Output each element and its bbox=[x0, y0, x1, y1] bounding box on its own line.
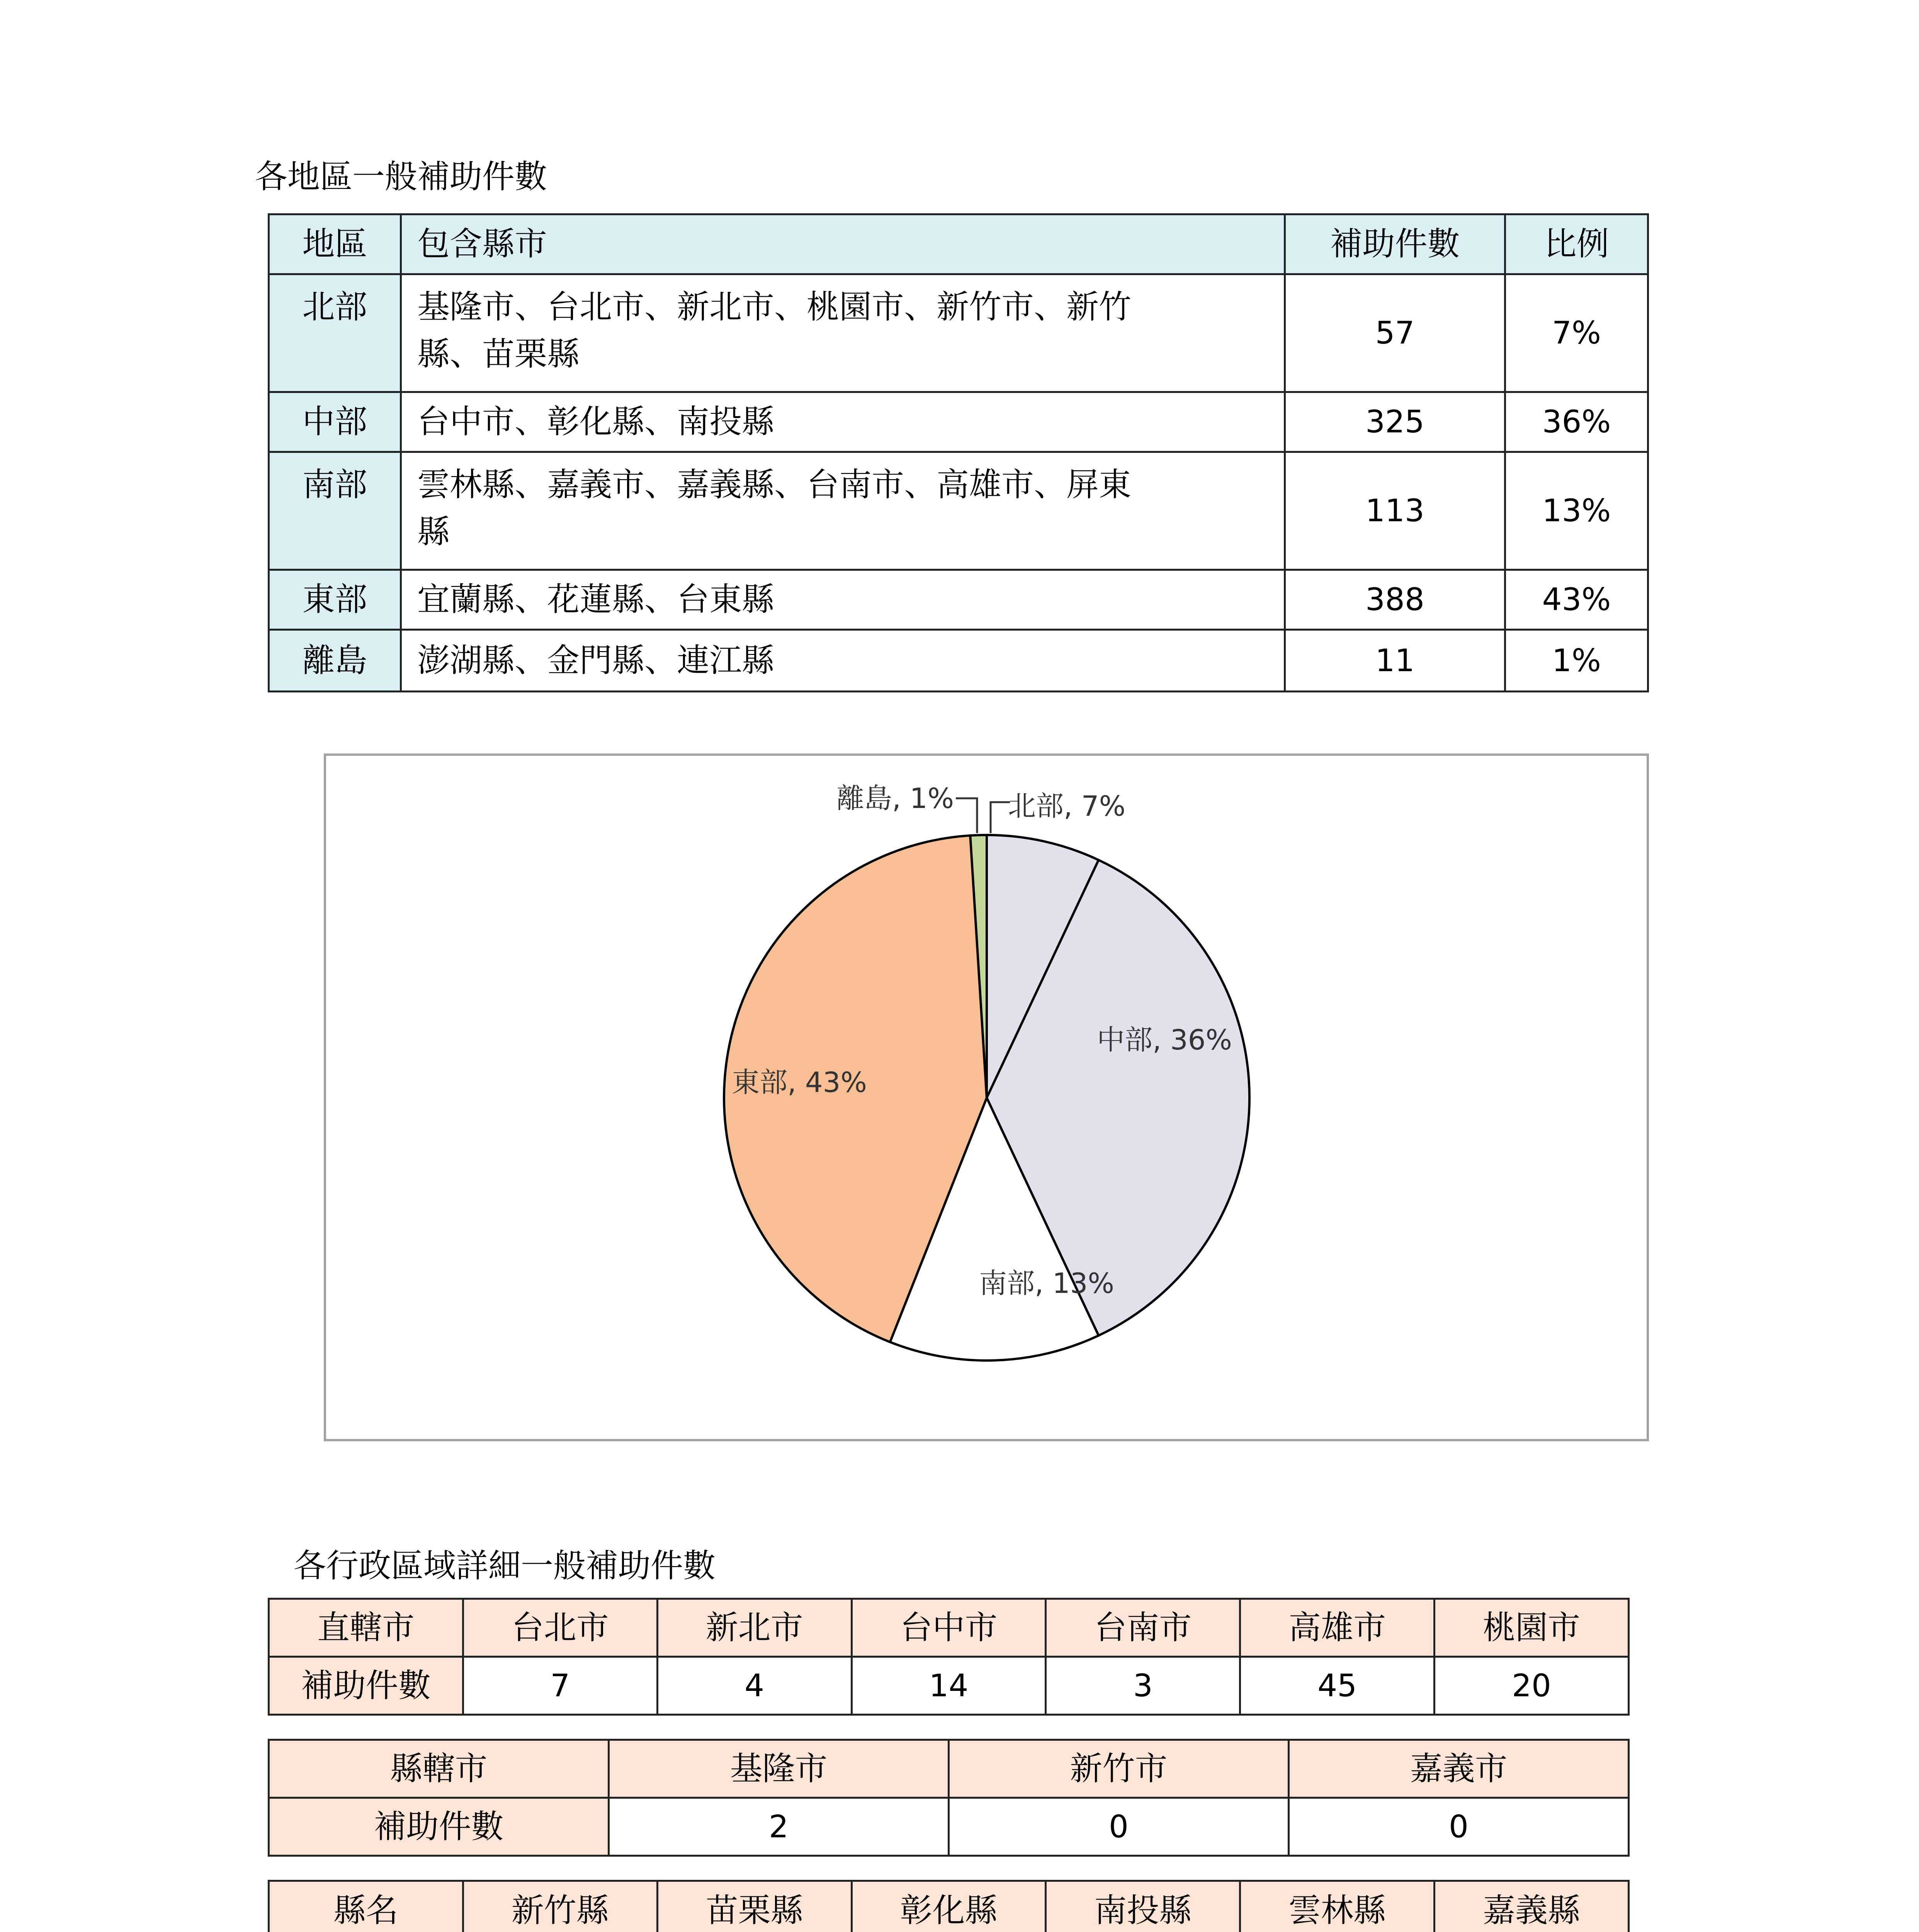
region-ratio: 1% bbox=[1505, 630, 1648, 692]
cities-line: 縣 bbox=[417, 512, 450, 551]
pie-label-2: 中部, 36% bbox=[1097, 1024, 1232, 1056]
region-count: 11 bbox=[1285, 630, 1505, 692]
city-count: 0 bbox=[1289, 1798, 1629, 1856]
cities-line: 雲林縣、嘉義市、嘉義縣、台南市、高雄市、屏東 bbox=[417, 466, 1132, 503]
region-name: 中部 bbox=[269, 392, 401, 452]
city-name: 台中市 bbox=[852, 1599, 1046, 1657]
cities-line: 基隆市、台北市、新北市、桃園市、新竹市、新竹 bbox=[417, 288, 1132, 326]
region-name: 東部 bbox=[269, 570, 401, 630]
city-count: 7 bbox=[463, 1657, 657, 1715]
region-name: 離島 bbox=[269, 630, 401, 692]
region-ratio: 36% bbox=[1505, 392, 1648, 452]
region-name: 北部 bbox=[269, 274, 401, 392]
pie-chart bbox=[326, 756, 1647, 1439]
direct-header: 直轄市 bbox=[269, 1599, 463, 1657]
region-count: 113 bbox=[1285, 452, 1505, 570]
city-name: 台北市 bbox=[463, 1599, 657, 1657]
region-count: 388 bbox=[1285, 570, 1505, 630]
provincial-header: 縣轄市 bbox=[269, 1740, 609, 1798]
table-row bbox=[269, 452, 1648, 570]
region-table bbox=[268, 213, 1649, 692]
section1-title: 各地區一般補助件數 bbox=[255, 158, 547, 196]
provincial-city-table bbox=[268, 1739, 1630, 1857]
city-name: 基隆市 bbox=[609, 1740, 949, 1798]
region-count: 325 bbox=[1285, 392, 1505, 452]
pie-label-1: 北部, 7% bbox=[1008, 790, 1125, 822]
city-count: 20 bbox=[1435, 1657, 1629, 1715]
header-count: 補助件數 bbox=[1285, 214, 1505, 274]
pie-label-3: 南部, 13% bbox=[979, 1267, 1114, 1299]
table-row bbox=[269, 392, 1648, 452]
region-cities: 台中市、彰化縣、南投縣 bbox=[401, 392, 1285, 452]
city-name: 嘉義市 bbox=[1289, 1740, 1629, 1798]
section2-title: 各行政區域詳細一般補助件數 bbox=[294, 1547, 716, 1585]
city-name: 台南市 bbox=[1046, 1599, 1240, 1657]
header-region: 地區 bbox=[269, 214, 401, 274]
region-cities bbox=[401, 274, 1285, 392]
cities-line: 縣、苗栗縣 bbox=[417, 335, 580, 373]
leader-line-5 bbox=[956, 798, 977, 833]
county-name: 苗栗縣 bbox=[657, 1881, 852, 1932]
region-ratio: 13% bbox=[1505, 452, 1648, 570]
pie-label-5: 離島, 1% bbox=[836, 782, 954, 815]
region-count: 57 bbox=[1285, 274, 1505, 392]
city-count: 3 bbox=[1046, 1657, 1240, 1715]
region-cities: 宜蘭縣、花蓮縣、台東縣 bbox=[401, 570, 1285, 630]
header-cities: 包含縣市 bbox=[401, 214, 1285, 274]
city-name: 桃園市 bbox=[1435, 1599, 1629, 1657]
count-label: 補助件數 bbox=[269, 1798, 609, 1856]
table-row bbox=[269, 1740, 1629, 1798]
table-row bbox=[269, 1881, 1629, 1932]
region-table-header bbox=[269, 214, 1648, 274]
count-label: 補助件數 bbox=[269, 1657, 463, 1715]
city-count: 0 bbox=[949, 1798, 1289, 1856]
county-header: 縣名 bbox=[269, 1881, 463, 1932]
pie-label-4: 東部, 43% bbox=[732, 1066, 867, 1099]
region-ratio: 43% bbox=[1505, 570, 1648, 630]
city-count: 45 bbox=[1240, 1657, 1435, 1715]
table-row bbox=[269, 630, 1648, 692]
table-row bbox=[269, 1599, 1629, 1657]
city-count: 2 bbox=[609, 1798, 949, 1856]
county-name: 嘉義縣 bbox=[1435, 1881, 1629, 1932]
region-cities bbox=[401, 452, 1285, 570]
county-name: 雲林縣 bbox=[1240, 1881, 1435, 1932]
county-name: 南投縣 bbox=[1046, 1881, 1240, 1932]
region-cities: 澎湖縣、金門縣、連江縣 bbox=[401, 630, 1285, 692]
city-name: 新北市 bbox=[657, 1599, 852, 1657]
city-count: 14 bbox=[852, 1657, 1046, 1715]
table-row bbox=[269, 274, 1648, 392]
leader-line-1 bbox=[991, 802, 1010, 833]
region-name: 南部 bbox=[269, 452, 401, 570]
county-name: 新竹縣 bbox=[463, 1881, 657, 1932]
pie-chart-frame bbox=[324, 753, 1649, 1441]
table-row bbox=[269, 1798, 1629, 1856]
city-count: 4 bbox=[657, 1657, 852, 1715]
header-ratio: 比例 bbox=[1505, 214, 1648, 274]
region-ratio: 7% bbox=[1505, 274, 1648, 392]
city-name: 高雄市 bbox=[1240, 1599, 1435, 1657]
county-table bbox=[268, 1880, 1630, 1932]
table-row bbox=[269, 1657, 1629, 1715]
city-name: 新竹市 bbox=[949, 1740, 1289, 1798]
table-row bbox=[269, 570, 1648, 630]
direct-city-table bbox=[268, 1598, 1630, 1716]
county-name: 彰化縣 bbox=[852, 1881, 1046, 1932]
